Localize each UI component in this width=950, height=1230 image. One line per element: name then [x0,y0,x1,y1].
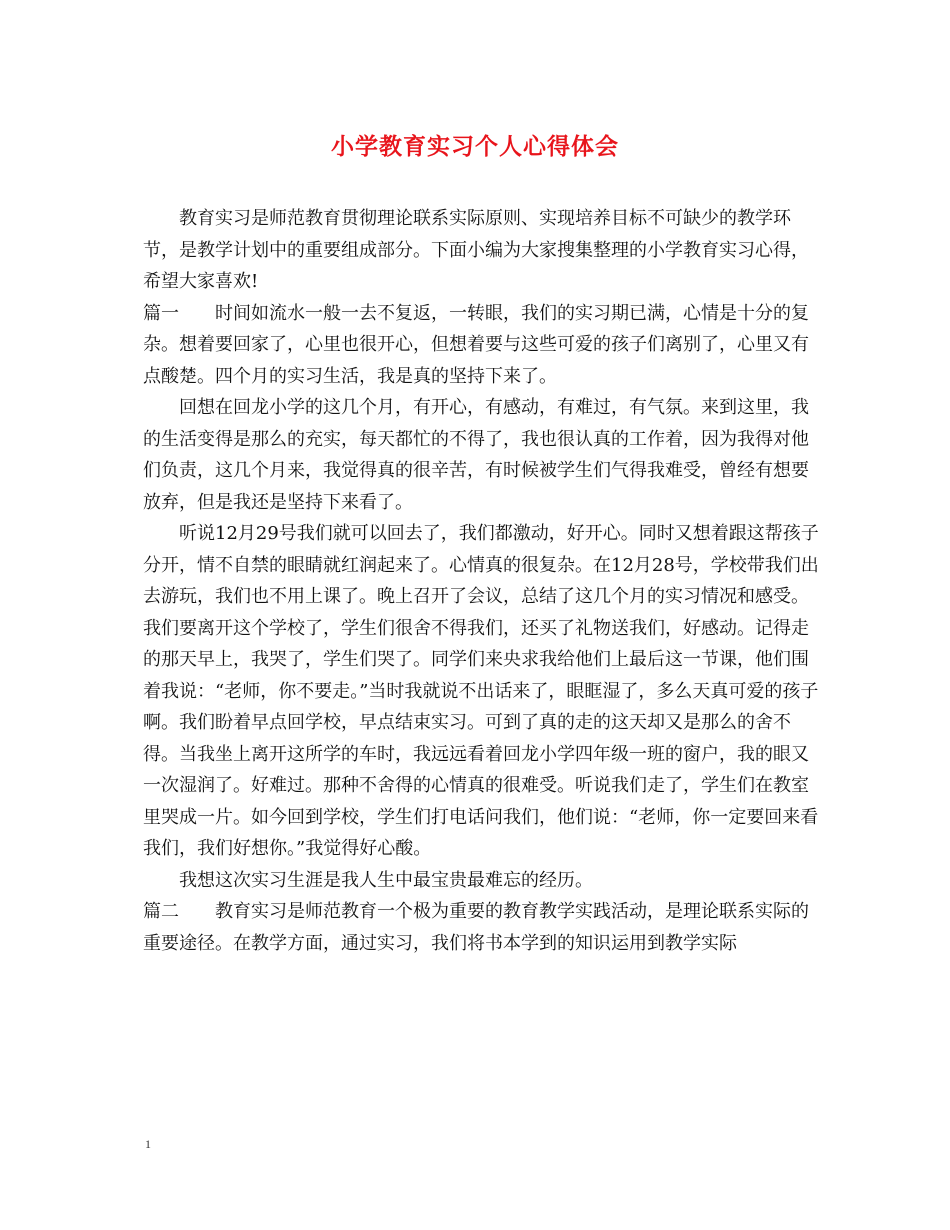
intro-paragraph: 教育实习是师范教育贯彻理论联系实际原则、实现培养目标不可缺少的教学环节，是教学计划中的重要组成部分。下面小编为大家搜集整理的小学教育实习心得，希望大家喜欢! [143,208,809,292]
section-two-label: 篇二 [143,901,179,922]
section-one-paragraph: 听说12月29号我们就可以回去了，我们都激动，好开心。同时又想着跟这帮孩子分开，情不自禁的眼睛就红润起来了。心情真的很复杂。在12月28号，学校带我们出去游玩，我们也不用上课了。晚上召开了会议，总结了这几个月的实习情况和感受。我们要离开这个学校了，学生们很舍不得我们，还买了礼物送我们，好感动。记得走的那天早上，我哭了，学生们哭了。同学们来央求我给他们上最后这一节课，他们围着我说：“老师，你不要走。”当时我就说不出话来了，眼眶湿了，多么天真可爱的孩子啊。我们盼着早点回学校，早点结束实习。可到了真的走的这天却又是那么的舍不得。当我坐上离开这所学的车时，我远远看着回龙小学四年级一班的窗户，我的眼又一次湿润了。好难过。那种不舍得的心情真的很难受。听说我们走了，学生们在教室里哭成一片。如今回到学校，学生们打电话问我们，他们说：“老师，你一定要回来看我们，我们好想你。”我觉得好心酸。 [143,523,819,859]
section-one-paragraph: 回想在回龙小学的这几个月，有开心，有感动，有难过，有气氛。来到这里，我的生活变得是那么的充实，每天都忙的不得了，我也很认真的工作着，因为我得对他们负责，这几个月来，我觉得真的很辛苦，有时候被学生们气得我难受，曾经有想要放弃，但是我还是坚持下来看了。 [143,397,809,513]
page-number: 1 [145,1137,151,1151]
section-one-first-text: 时间如流水一般一去不复返，一转眼，我们的实习期已满，心情是十分的复杂。想着要回家了，心里也很开心，但想着要与这些可爱的孩子们离别了，心里又有点酸楚。四个月的实习生活，我是真的坚持下来了。 [143,302,809,387]
section-two-first-text: 教育实习是师范教育一个极为重要的教育教学实践活动，是理论联系实际的重要途径。在教学方面，通过实习，我们将书本学到的知识运用到教学实际 [143,901,809,954]
section-two-first-paragraph [143,896,823,959]
section-one-first-paragraph [143,298,823,393]
document-title: 小学教育实习个人心得体会 [331,133,619,160]
section-one-label: 篇一 [143,302,179,324]
document-body [143,203,823,959]
section-one-paragraph: 我想这次实习生涯是我人生中最宝贵最难忘的经历。 [179,869,593,891]
